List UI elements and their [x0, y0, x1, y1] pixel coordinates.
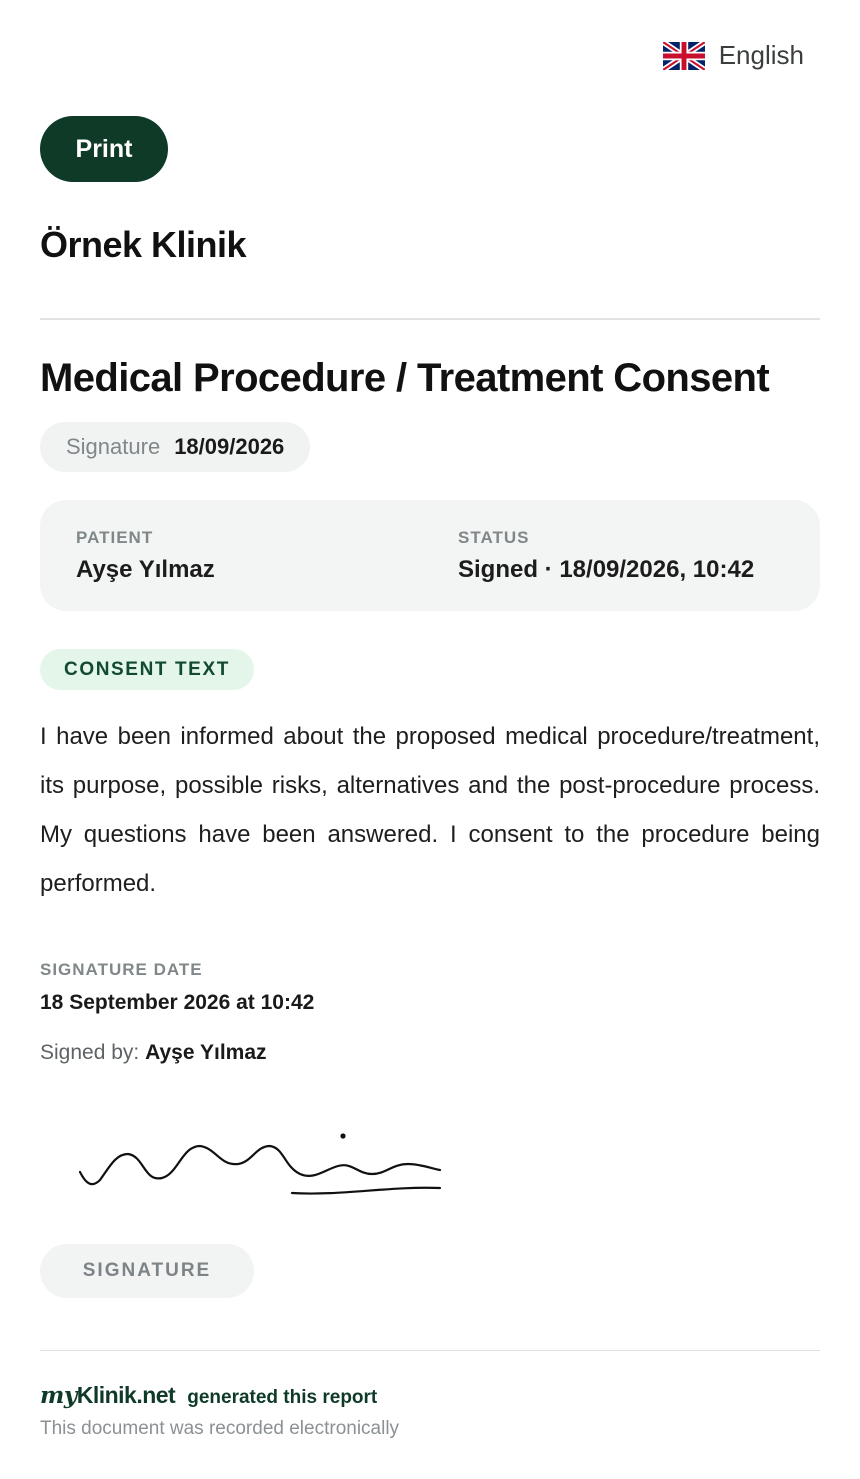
handwritten-signature [70, 1120, 460, 1210]
signed-by-name: Ayşe Yılmaz [145, 1041, 267, 1064]
uk-flag-icon [663, 42, 705, 70]
print-button[interactable]: Print [40, 116, 168, 182]
patient-label: PATIENT [76, 528, 154, 547]
myklinik-logo[interactable]: myKlinik.net [40, 1382, 176, 1409]
generated-text: generated this report [187, 1387, 378, 1408]
document-title: Medical Procedure / Treatment Consent [40, 356, 770, 400]
signature-caption: SIGNATURE [40, 1244, 254, 1298]
footer-brand-row [40, 1382, 377, 1409]
header-divider [40, 318, 820, 320]
signed-by [40, 1041, 267, 1065]
patient-info [76, 528, 215, 584]
signature-date-value: 18 September 2026 at 10:42 [40, 991, 315, 1014]
signature-date-label: SIGNATURE DATE [40, 960, 203, 979]
status-info [458, 528, 754, 584]
consent-text-badge: CONSENT TEXT [40, 649, 254, 690]
signature-pill-date: 18/09/2026 [174, 434, 285, 459]
footer-divider [40, 1350, 820, 1351]
language-selector[interactable] [663, 40, 804, 71]
status-label: STATUS [458, 528, 530, 547]
patient-name: Ayşe Yılmaz [76, 556, 215, 583]
language-label: English [718, 40, 804, 70]
consent-text: I have been informed about the proposed medical procedure/treatment, its purpose, possible risks, alternatives and the post-procedure process. My questions have been answered. I consent to the procedure being performed. [40, 723, 820, 897]
signed-by-label: Signed by: [40, 1041, 140, 1064]
info-panel [40, 500, 820, 611]
signature-pill-label: Signature [66, 434, 161, 459]
signature-date-pill [40, 422, 310, 472]
footer-note: This document was recorded electronically [40, 1418, 400, 1439]
status-value: Signed · 18/09/2026, 10:42 [458, 556, 755, 583]
clinic-name: Örnek Klinik [40, 224, 247, 265]
